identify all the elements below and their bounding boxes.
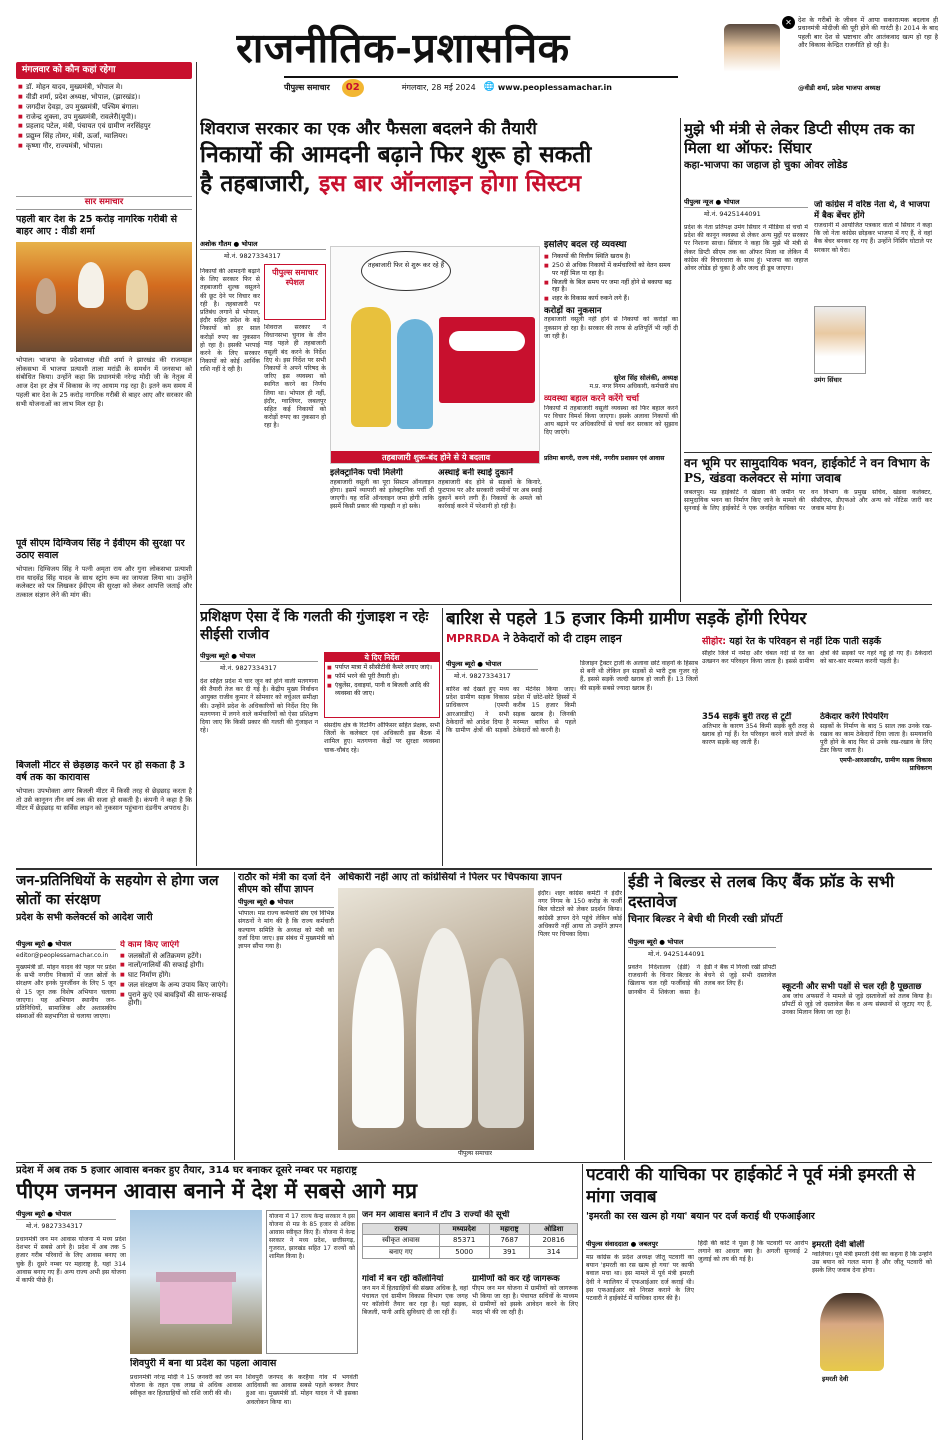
imarti-body-2: हिंदी की कोर्ट ने पूछा है कि पटवारी पर आरोप लगाने का आधार क्या है। अगली सुनवाई 2 जुलाई को तय की गई है। bbox=[698, 1240, 808, 1264]
awas-headline: पीएम जनमन आवास बनाने में देश में सबसे आगे मप्र bbox=[16, 1178, 418, 1203]
saar-2-headline: पूर्व सीएम दिग्विजय सिंह ने ईवीएम की सुरक्षा पर उठाए सवाल bbox=[16, 538, 185, 561]
lead-headline-2b: इस बार ऑनलाइन होगा सिस्टम bbox=[319, 170, 582, 197]
poster-body: इंदौर। शहर कांग्रेस कमेटी ने इंदौर नगर निगम के 150 करोड़ के फर्जी बिल घोटाले को लेकर प्रदर्शन किया। कांग्रेसी ज्ञापन देने पहुंचे लेकिन कोई अधिकारी नहीं आया तो उन्होंने ज्ञापन पिलर पर चिपका दिया। bbox=[538, 890, 622, 938]
issue-date: मंगलवार, 28 मई 2024 bbox=[401, 83, 476, 92]
saar-story-2 bbox=[16, 538, 192, 678]
saar-story-3 bbox=[16, 760, 192, 870]
saar-3-body: भोपाल। उपभोक्ता अगर बिजली मीटर में किसी तरह से छेड़छाड़ करता है तो उसे कानूनन तीन वर्ष तक की सजा हो सकती है। कंपनी ने कहा है कि मीटर में छेड़छाड़ या सर्विस लाइन को नुकसान पहुंचाना दंडनीय अपराध है। bbox=[16, 787, 192, 813]
jal-list-head: ये काम किए जाएंगे bbox=[120, 940, 180, 950]
lead-sub2-head: अस्थाई बनी स्थाई दुकानें bbox=[438, 468, 513, 478]
ed-body-2: अब जांच अफसरों ने मामले से जुड़े दस्तावेजों को तलब किया है। प्रॉपर्टी से जुड़े जो दस्तावेज बैंक व अन्य संस्थानों से जुटाए गए हैं, उनका मिलान किया जा रहा है। bbox=[782, 993, 932, 1017]
ed-subhead: चिनार बिल्डर ने बेची थी गिरवी रखी प्रॉपर्टी bbox=[628, 914, 783, 925]
sehore-box bbox=[702, 636, 932, 866]
table-cell: 20816 bbox=[530, 1235, 578, 1247]
poster-story bbox=[338, 872, 622, 1160]
training-byline bbox=[200, 652, 318, 662]
loss-body: तहबाजारी वसूली नहीं होने से निकायों को करोड़ों का नुकसान हो रहा है। सरकार की तरफ से क्षतिपूर्ति भी नहीं दी जा रही है। bbox=[544, 316, 678, 340]
jal-headline: जन-प्रतिनिधियों के सहयोग से होगा जल स्रोतों का संरक्षण bbox=[16, 873, 219, 908]
roads-mobile: मो.नं. 9827334317 bbox=[454, 672, 511, 680]
jal-list-box bbox=[120, 940, 232, 1158]
jal-list-item: ■ नालों/नालियों की सफाई होगी। bbox=[120, 961, 232, 970]
roads-body: बारिश को देखते हुए मध्य प्रदेश ग्रामीण सड़क विकास प्राधिकरण (एमपी आरआरडीए) ने सभी ठेकेदारों को आदेश दिया है कि ग्रामीण क्षेत्रों की सड़कों का मेंटेनेंस किया जाए। प्रदेश में छोटे-छोटे हिस्सों में करीब 15 हजार किमी सड़क खराब है। जिनकी मरम्मत बारिश से पहले ठेकेदारों को करनी है। bbox=[446, 686, 576, 734]
sehore-354-head: 354 सड़कें बुरी तरह से टूटीं bbox=[702, 712, 792, 722]
saar-story-1 bbox=[16, 214, 192, 484]
saar-1-headline: पहली बार देश के 25 करोड़ नागरिक गरीबी से बाहर आए : वीडी शर्मा bbox=[16, 214, 178, 237]
rathore-byline bbox=[238, 898, 334, 908]
singhar-photo bbox=[814, 306, 866, 374]
singhar-side bbox=[814, 200, 932, 444]
lead-sub2-body: तहबाजारी बंद होने से सड़कों के किनारे, फुटपाथ पर और सरकारी जमीनों पर अब स्थाई दुकानें बनने लगी हैं। निकायों के अमले को कार्रवाई करने में परेशानी हो रही है। bbox=[438, 478, 542, 511]
roads-subhead-a: MPRRDA bbox=[446, 632, 500, 645]
awas-byline bbox=[16, 1210, 116, 1220]
lead-sub-1 bbox=[330, 468, 434, 602]
quote-role: म.प्र. नगर निगम अधिकारी, कर्मचारी संघ bbox=[589, 382, 678, 390]
lead-headline-2a: है तहबाजारी, bbox=[200, 170, 320, 197]
awas-kicker: प्रदेश में अब तक 5 हजार आवास बनकर हुए तैयार, 314 घर बनाकर दूसरे नम्बर पर महाराष्ट्र bbox=[16, 1165, 357, 1176]
quote-name: सुरेश सिंह सोलंकी, अध्यक्ष bbox=[613, 374, 678, 383]
lead-kicker: शिवराज सरकार का एक और फैसला बदलने की तैयारी bbox=[200, 119, 537, 139]
quote-author: @वीडी शर्मा, प्रदेश भाजपा अध्यक्ष bbox=[798, 84, 881, 92]
training-directive: ■ एंबुलेंस, दवाइयां, पानी व बिजली आदि की व्यवस्था की जाए। bbox=[327, 682, 437, 698]
table-row bbox=[363, 1235, 578, 1247]
section-title: राजनीतिक-प्रशासनिक bbox=[236, 24, 570, 72]
lead-sub1-body: तहबाजारी वसूली का पूरा सिस्टम ऑनलाइन होगा। इसमें व्यापारी को इलेक्ट्रानिक पर्ची दी जाएगी। यह राशि ऑनलाइन जमा होगी ताकि इसमें किसी प्रकार की गड़बड़ी न हो सके। bbox=[330, 478, 434, 511]
cartoon-speech-bubble: तहबाजारी फिर से शुरू कर रहे हैं bbox=[361, 251, 451, 291]
table-header-cell: ओडिशा bbox=[530, 1223, 578, 1235]
roads-headline: बारिश से पहले 15 हजार किमी ग्रामीण सड़कें होंगी रिपेयर bbox=[446, 609, 807, 629]
schedule-list bbox=[16, 79, 192, 154]
table-cell: 7687 bbox=[489, 1235, 530, 1247]
ed-mobile: मो.नं. 9425144091 bbox=[648, 950, 705, 958]
lead-side-item: ■ निकायों की वित्तीय स्थिति खराब है। bbox=[544, 253, 678, 261]
awas-c3: प्रधानमंत्री नरेन्द्र मोदी ने 15 जनवरी को जन मन योजना के तहत एक लाख से अधिक आवास स्वीकृत कर हितग्राहियों को राशि जारी की थी। bbox=[130, 1374, 242, 1398]
training-list bbox=[325, 662, 439, 699]
lead-side-item: ■ शहर के विकास कार्य रुकने लगे हैं। bbox=[544, 295, 678, 303]
lead-col-1: निकायों की आमदनी बढ़ाने के लिए सरकार फिर से तहबाजारी शुल्क वसूलने की छूट देने पर विचार कर रही है। तहबाजारी पर प्रतिबंध लगाने से भोपाल, इंदौर सहित प्रदेश के बड़े निकायों को हर साल करोड़ों रुपए का नुकसान हो रहा है। इसकी भरपाई करने के लिए सरकार निकायों को कोई आर्थिक राशि नहीं दे रही है। bbox=[200, 268, 260, 374]
schedule-item: ■ राजेन्द्र शुक्ला, उप मुख्यमंत्री, रावलेरी(यूपी)। bbox=[18, 113, 190, 122]
table-cell: स्वीकृत आवास bbox=[363, 1235, 440, 1247]
saar-header: सार समाचार bbox=[16, 196, 192, 210]
training-directives-box bbox=[324, 652, 440, 718]
jal-byline bbox=[16, 940, 116, 950]
quote-text: देश के गरीबों के जीवन में आया सकारात्मक बदलाव ही प्रधानमंत्री मोदीजी की पूरी होने की गारंटी है। 2014 के बाद पहली बार देश से भ्रष्टाचार और आतंकवाद खत्म हो रहा है और विकास केन्द्रित राजनीति हो रही है। bbox=[798, 16, 938, 50]
ed-body: प्रवर्तन निदेशालय (ईडी) ने राजधानी के चिनार बिल्डर के खिलाफ चल रही फर्जीवाड़े की छानबीन में शिकंजा कसा है। ईडी ने बैंक में गिरवी रखी प्रॉपर्टी बेचने से जुड़े सभी दस्तावेज तलब कर लिए हैं। bbox=[628, 964, 776, 996]
table-row bbox=[363, 1247, 578, 1259]
rathore-body: भोपाल। मप्र राज्य कर्मचारी संघ एवं विभिन्न संगठनों ने मांग की है कि राज्य कर्मचारी कल्याण समिति के अध्यक्ष को मंत्री का दर्जा दिया जाए। इस संबंध में मुख्यमंत्री को ज्ञापन सौंपा गया है। bbox=[238, 910, 334, 950]
awas-house-photo bbox=[130, 1210, 262, 1354]
jal-byline-text: पीपुल्स ब्यूरो ● भोपाल bbox=[16, 940, 72, 948]
sehore-tk-sign: एमपी-आरआरडीए, ग्रामीण सड़क विकास प्राधिकरण bbox=[839, 757, 932, 773]
roads-body-2: डिजाइन ट्रैक्टर ट्राली के अलावा छोटे वाहनों के हिसाब से बनी थी लेकिन इन सड़कों से भारी ट्रक गुजर रहे हैं, इससे सड़कें जल्दी खराब हो जाती हैं। 13 जिलों की सड़कें सबसे ज्यादा खराब हैं। bbox=[580, 660, 698, 692]
table-header-cell: महाराष्ट्र bbox=[489, 1223, 530, 1235]
special-tag bbox=[264, 264, 326, 320]
jal-list bbox=[120, 952, 232, 1009]
sehore-contractor bbox=[820, 712, 932, 864]
awas-table-head bbox=[363, 1223, 578, 1235]
singhar-photo-caption: उमंग सिंघार bbox=[814, 376, 842, 384]
ed-headline: ईडी ने बिल्डर से तलब किए बैंक फ्रॉड के सभी दस्तावेज bbox=[628, 872, 895, 911]
sehore-head-b: यहां रेत के परिवहन से नहीं टिक पाती सड़कें bbox=[729, 636, 882, 647]
jal-list-item: ■ जलस्रोतों से अतिक्रमण हटेंगे। bbox=[120, 952, 232, 961]
rally-photo bbox=[16, 242, 192, 352]
lead-sub-2 bbox=[438, 468, 542, 602]
sehore-354-body: अतिभार के कारण 354 किमी सड़कें बुरी तरह से खराब हो गई हैं। रेत परिवहन करने वाले डंपरों के कारण सड़कें बह जाती हैं। bbox=[702, 722, 814, 746]
table-header-cell: मध्यप्रदेश bbox=[439, 1223, 489, 1235]
imarti-quote bbox=[812, 1240, 932, 1440]
sehore-body: सीहोर जिले में नर्मदा और चंबल नदी से रेत का उत्खनन कर परिवहन किया जाता है। इससे ग्रामीण क्षेत्रों की सड़कों पर गहरे गड्ढे हो गए हैं। ठेकेदारों को बार-बार मरम्मत करनी पड़ती है। bbox=[702, 649, 932, 666]
protest-photo bbox=[338, 888, 534, 1150]
globe-icon: 🌐 bbox=[483, 82, 495, 93]
imarti-story bbox=[586, 1164, 932, 1440]
training-mobile: मो.नं. 9827334317 bbox=[220, 664, 277, 672]
awas-table-body bbox=[363, 1235, 578, 1259]
sehore-tk-body: सड़कों के निर्माण के बाद 5 साल तक उनके रख-रखाव का काम ठेकेदारों दिया जाता है। समयावधि पूरी होने के बाद फिर से उनके रख-रखाव के लिए टेंडर किया जाता है। bbox=[820, 722, 932, 755]
van-headline: वन भूमि पर सामुदायिक भवन, हाईकोर्ट ने वन विभाग के PS, खंडवा कलेक्टर से मांगा जवाब bbox=[684, 456, 930, 485]
schedule-item: ■ जगदीश देवड़ा, उप मुख्यमंत्री, पश्चिम बंगाल। bbox=[18, 103, 190, 112]
saar-3-headline: बिजली मीटर से छेड़छाड़ करने पर हो सकता है 3 वर्ष तक का कारावास bbox=[16, 760, 186, 783]
singhar-subhead: कहा-भाजपा का जहाज हो चुका ओवर लोडेड bbox=[684, 160, 848, 171]
van-story bbox=[684, 456, 932, 602]
imarti-photo-caption: इमरती देवी bbox=[822, 1374, 849, 1383]
cartoon-caption: तहबाजारी शुरू-बंद होने से ये बदलाव bbox=[331, 451, 540, 464]
awas-table-title: जन मन आवास बनाने में टॉप 3 राज्यों की सूची bbox=[362, 1210, 510, 1220]
imarti-quote-body: ग्वालियर। पूर्व मंत्री इमरती देवी का कहना है कि उन्होंने उस बयान को गलत माना है और जीतू पटवारी को इसके लिए जवाब देना होगा। bbox=[812, 1250, 932, 1274]
top-quote bbox=[690, 14, 940, 96]
lead-sidebar bbox=[544, 240, 678, 600]
lead-byline bbox=[200, 240, 326, 250]
lead-side-item: ■ बिजली के बिल समय पर जमा नहीं होने से बकाया बढ़ रहा है। bbox=[544, 279, 678, 295]
saar-1-body: भोपाल। भाजपा के प्रदेशाध्यक्ष वीडी शर्मा ने झारखंड की राजमहल लोकसभा में भाजपा प्रत्याशी ताला मरांडी के समर्थन में जनसभा को संबोधित किया। उन्होंने कहा कि प्रधानमंत्री नरेन्द्र मोदी जी के नेतृत्व में आज देश हर क्षेत्र में विकास के नए आयाम गढ़ रहा है। इतने कम समय में पहली बार देश के 25 करोड़ नागरिक गरीबी से बाहर आए और सरकार की सभी योजनाओं का लाभ मिल रहा है। bbox=[16, 356, 192, 408]
jal-body: मुख्यमंत्री डॉ. मोहन यादव की पहल पर प्रदेश के सभी नगरीय निकायों में जल स्रोतों के संरक्षण और इनके पुनर्जीवन के लिए 5 जून से 15 जून तक विशेष अभियान चलाया जाएगा। यह अभियान स्थानीय जन-प्रतिनिधियों, सामाजिक और अशासकीय संस्थाओं की सहभागिता से चलाया जाएगा। bbox=[16, 964, 116, 1021]
awas-body: प्रधानमंत्री जन मन आवास योजना में मध्य प्रदेश देशभर में सबसे आगे है। प्रदेश में अब तक 5 हजार गरीब परिवारों के लिए आवास बनाए जा चुके हैं। दूसरे नम्बर पर महाराष्ट्र है, यहां 314 आवास बनाए गए हैं। अन्य राज्य अभी इस योजना में काफी पीछे हैं। bbox=[16, 1236, 126, 1284]
rathore-byline-text: पीपुल्स ब्यूरो ● भोपाल bbox=[238, 898, 294, 906]
sehore-headline bbox=[702, 636, 932, 648]
schedule-box bbox=[16, 62, 192, 192]
training-story bbox=[200, 608, 440, 866]
q2-name: प्रतिमा बागरी, राज्य मंत्री, नगरीय प्रशासन एवं आवास bbox=[544, 454, 665, 462]
q2-head: व्यवस्था बहाल करने करेंगे चर्चा bbox=[544, 394, 640, 405]
awas-c1-body: जन मन में हितग्राहियों की संख्या अधिक है, वहां पंचायत एवं ग्रामीण विकास विभाग एक जगह पर कॉलोनी तैयार कर रहा है। यहां सड़क, बिजली, पानी आदि सुविधाएं दी जा रही हैं। bbox=[362, 1284, 468, 1317]
awas-table bbox=[362, 1223, 578, 1259]
lead-side-item: ■ 250 से अधिक निकायों में कर्मचारियों को वेतन समय पर नहीं मिल पा रहा है। bbox=[544, 262, 678, 278]
ed-story bbox=[628, 872, 932, 1160]
training-directive: ■ फॉर्म भरने की पूरी तैयारी हो। bbox=[327, 673, 437, 681]
rathore-headline: राठौर को मंत्री का दर्जा देने सीएम को सौंपा ज्ञापन bbox=[238, 872, 331, 895]
awas-box-text: योजना में 17 राज्य केन्द्र सरकार ने इस योजना से मप्र के 85 हजार से अधिक आवास स्वीकृत किए हैं। योजना में केन्द्र सरकार ने मध्य प्रदेश, छत्तीसगढ़, गुजरात, झारखंड सहित 17 राज्यों को शामिल किया है। bbox=[269, 1213, 355, 1260]
loss-head: करोड़ों का नुकसान bbox=[544, 305, 602, 316]
lead-byline-text: अशोक गौतम ● भोपाल bbox=[200, 240, 258, 248]
special-tag-text: पीपुल्स समाचार स्पेशल bbox=[272, 268, 318, 287]
training-body-2: संसदीय क्षेत्र के रिटर्निंग ऑफिसर सहित प्रेक्षक, सभी जिलों के कलेक्टर एवं अधिकारी इस बैठक में शामिल हुए। मतगणना केंद्रों पर सुरक्षा व्यवस्था चाक-चौबंद रहे। bbox=[324, 722, 440, 754]
website-link[interactable]: www.peoplessamachar.in bbox=[497, 83, 612, 92]
van-body: जबलपुर। मप्र हाईकोर्ट ने खंडवा की जमीन पर सामुदायिक भवन का निर्माण किए जाने के मामले की सुनवाई के लिए हाईकोर्ट ने एक जनहित याचिका पर वन विभाग के प्रमुख सचिव, खंडवा कलेक्टर, सीसीएफ, डीएफओ और अन्य को नोटिस जारी कर जवाब मांगा है। bbox=[684, 489, 932, 513]
training-directive: ■ पर्याप्त मात्रा में सीसीटीवी कैमरे लगाए जाएं। bbox=[327, 664, 437, 672]
schedule-header: मंगलवार को कौन कहां रहेगा bbox=[16, 62, 192, 79]
awas-c2 bbox=[472, 1274, 578, 1440]
table-header-cell: राज्य bbox=[363, 1223, 440, 1235]
imarti-byline-text: पीपुल्स संवाददाता ● जबलपुर bbox=[586, 1240, 658, 1248]
awas-byline-text: पीपुल्स ब्यूरो ● भोपाल bbox=[16, 1210, 72, 1218]
singhar-mobile: मो.नं. 9425144091 bbox=[704, 210, 761, 218]
x-logo-icon: ✕ bbox=[782, 16, 795, 29]
rathore-story bbox=[238, 872, 334, 1160]
cartoon-figure-2 bbox=[397, 319, 433, 429]
awas-c2-body: पीएम जन मन योजना में ग्रामीणों को जागरूक भी किया जा रहा है। पंचायत सचिवों के माध्यम से ग्रामीणों को इसके आवेदन करने के लिए मदद भी की जा रही है। bbox=[472, 1284, 578, 1317]
singhar-side-head: जो कांग्रेस में वरिष्ठ नेता थे, वे भाजपा में बैक बेंचर होंगे bbox=[814, 200, 930, 221]
singhar-headline: मुझे भी मंत्री से लेकर डिप्टी सीएम तक का मिला था ऑफर: सिंघार bbox=[684, 120, 915, 157]
jal-story bbox=[16, 872, 232, 1160]
paper-name: पीपुल्स समाचार bbox=[284, 83, 330, 92]
singhar-body: प्रदेश के नेता प्रतिपक्ष उमंग सिंघार ने मीडिया से चर्चा में प्रदेश की कानून व्यवस्था से लेकर अन्य मुद्दों पर सरकार पर निशाना साधा। सिंघार ने कहा कि मुझे भी मंत्री से लेकर डिप्टी सीएम तक का ऑफर मिला था लेकिन मैं कांग्रेस की विचारधारा के साथ हूं। भाजपा का जहाज ओवर लोडेड हो चुका है और जल्द ही डूब जाएगा। bbox=[684, 224, 808, 272]
poster-headline: अधिकारी नहीं आए तो कांग्रेसियों ने पिलर पर चिपकाया ज्ञापन bbox=[338, 872, 562, 883]
schedule-item: ■ कृष्णा गौर, राज्यमंत्री, भोपाल। bbox=[18, 142, 190, 151]
ed-sub2: स्कूटनी और सभी पक्षों से चल रही है पूछताछ bbox=[782, 982, 922, 992]
page-number: 02 bbox=[342, 79, 364, 97]
training-box-head: ये दिए निर्देश bbox=[325, 653, 439, 662]
imarti-quote-head: इमरती देवी बोलीं bbox=[812, 1240, 865, 1250]
lead-headline-1: निकायों की आमदनी बढ़ाने फिर शुरू हो सकती bbox=[200, 141, 592, 168]
awas-table-box bbox=[362, 1210, 578, 1270]
singhar-side-body: राजधानी में आयोजित पत्रकार वार्ता में सिंघार ने कहा कि जो नेता कांग्रेस छोड़कर भाजपा में गए हैं, वे वहां बैक बेंचर बनकर रह गए हैं। उन्होंने निर्सिंग घोटाले पर सरकार को घेरा। bbox=[814, 222, 932, 254]
ed-byline-text: पीपुल्स ब्यूरो ● भोपाल bbox=[628, 938, 684, 946]
schedule-item: ■ डॉ. मोहन यादव, मुख्यमंत्री, भोपाल मे। bbox=[18, 83, 190, 92]
awas-c4: शिवपुरी जनपद के करहैया गांव में भगवंती आदिवासी का आवास सबसे पहले बनकर तैयार हुआ था। मुख्यमंत्री डॉ. मोहन यादव ने भी इसका अवलोकन किया था। bbox=[246, 1374, 358, 1406]
sehore-tk-head: ठेकेदार करेंगे रिपेयरिंग bbox=[820, 712, 889, 722]
training-headline: प्रशिक्षण ऐसा दें कि गलती की गुंजाइश न रहेः सीईसी राजीव bbox=[200, 609, 429, 643]
roads-story bbox=[446, 608, 932, 866]
jal-list-item: ■ पुराने कुएं एवं बावड़ियों की साफ-सफाई होगी। bbox=[120, 991, 232, 1009]
lead-story bbox=[200, 118, 678, 602]
vd-sharma-photo bbox=[724, 24, 780, 92]
table-cell: बनाए गए bbox=[363, 1247, 440, 1259]
imarti-subhead: 'इमरती का रस खत्म हो गया' बयान पर दर्ज कराई थी एफआईआर bbox=[586, 1211, 815, 1222]
awas-box bbox=[266, 1210, 358, 1354]
awas-c1-head: गांवों में बन रही कॉलोनियां bbox=[362, 1274, 444, 1284]
singhar-byline-text: पीपुल्स न्यूज ● भोपाल bbox=[684, 198, 740, 206]
training-body: देश सहित प्रदेश में चार जून को होने वाली मतगणना की तैयारी तेज कर दी गई है। केंद्रीय मुख्य निर्वाचन आयुक्त राजीव कुमार ने सोमवार को वर्चुअल समीक्षा की। उन्होंने प्रदेश के अधिकारियों को निर्देश दिए कि मतगणना में लगने वाले कर्मचारियों को ऐसा प्रशिक्षण दिया जाए कि किसी प्रकार की गलती की गुंजाइश न रहे। bbox=[200, 678, 318, 735]
schedule-item: ■ प्रद्युम्न सिंह तोमर, मंत्री, ऊर्जा, ग्वालियर। bbox=[18, 132, 190, 141]
imarti-byline bbox=[586, 1240, 694, 1250]
lead-side-head: इसलिए बदल रहे व्यवस्था bbox=[544, 240, 627, 250]
imarti-headline: पटवारी की याचिका पर हाईकोर्ट ने पूर्व मंत्री इमरती से मांगा जवाब bbox=[586, 1165, 916, 1207]
poster-credit: पीपुल्स समाचार bbox=[458, 1150, 493, 1157]
cartoon-cart bbox=[439, 317, 535, 403]
q2-body: निकायों में तहबाजारी वसूली व्यवस्था को फिर बहाल करने पर विचार विमर्श किया जाएगा। इसके अलावा निकायों की आय बढ़ाने पर अधिकारियों से चर्चा कर सरकार को सुझाव दिए जाएंगे। bbox=[544, 404, 678, 437]
sehore-354 bbox=[702, 712, 814, 864]
jal-list-item: ■ घाट निर्माण होंगे। bbox=[120, 971, 232, 980]
awas-c2-head: ग्रामीणों को कर रहे जागरूक bbox=[472, 1274, 560, 1284]
singhar-story bbox=[684, 120, 932, 450]
roads-byline-text: पीपुल्स ब्यूरो ● भोपाल bbox=[446, 660, 502, 668]
awas-story bbox=[16, 1164, 578, 1440]
ed-byline bbox=[628, 938, 776, 948]
training-byline-text: पीपुल्स ब्यूरो ● भोपाल bbox=[200, 652, 256, 660]
table-cell: 391 bbox=[489, 1247, 530, 1259]
lead-col-2: शिवराज सरकार ने विधानसभा चुनाव के तीन माह पहले ही तहबाजारी वसूली बंद करने के निर्देश दिए थे। इस निर्देश पर सभी निकायों ने अपने परिषद के जरिए इस व्यवस्था को स्थगित करने का निर्णय लिया था। भोपाल ही नहीं, इंदौर, ग्वालियर, जबलपुर सहित कई निकायों को करोड़ों रुपए का नुकसान हो रहा है। bbox=[264, 324, 326, 430]
table-cell: 85371 bbox=[439, 1235, 489, 1247]
awas-mobile: मो.नं. 9827334317 bbox=[26, 1222, 83, 1230]
sehore-head-a: सीहोर: bbox=[702, 636, 730, 647]
awas-photo-caption: शिवपुरी में बना था प्रदेश का पहला आवास bbox=[130, 1358, 360, 1372]
table-cell: 314 bbox=[530, 1247, 578, 1259]
lead-mobile: मो.नं. 9827334317 bbox=[224, 252, 281, 260]
imarti-photo bbox=[820, 1293, 884, 1371]
lead-sub1-head: इलेक्ट्रानिक पर्ची मिलेगी bbox=[330, 468, 403, 478]
jal-list-item: ■ जल संरक्षण के अन्य उपाय किए जाएंगे। bbox=[120, 981, 232, 990]
lead-headline-2 bbox=[200, 169, 678, 199]
jal-subhead: प्रदेश के सभी कलेक्टर्स को आदेश जारी bbox=[16, 912, 153, 923]
imarti-body: मप्र कांग्रेस के प्रदेश अध्यक्ष जीतू पटवारी का बयान 'इमरती का रस खत्म हो गया' पर काफी बवाल मचा था। इस मामले में पूर्व मंत्री इमरती देवी ने ग्वालियर में एफआईआर दर्ज कराई थी। इस एफआईआर को निरस्त कराने के लिए पटवारी ने हाईकोर्ट में याचिका दायर की है। bbox=[586, 1254, 694, 1302]
awas-c1 bbox=[362, 1274, 468, 1440]
jal-email[interactable]: editor@peoplessamachar.co.in bbox=[16, 952, 109, 959]
saar-2-body: भोपाल। दिग्विजय सिंह ने पत्नी अमृता राय और गुना लोकसभा प्रत्याशी राव यादवेंद्र सिंह यादव के साथ स्ट्रांग रूम का जायजा लिया था। उन्होंने कलेक्टर को पत्र लिखकर ईवीएम की सुरक्षा को लेकर आपत्ति जताई और तत्काल संज्ञान लेने की मांग की। bbox=[16, 565, 192, 600]
ed-side bbox=[782, 928, 932, 1158]
cartoon bbox=[330, 246, 540, 464]
schedule-item: ■ वीडी शर्मा, प्रदेश अध्यक्ष, भोपाल, (झारखंड)। bbox=[18, 93, 190, 102]
schedule-item: ■ प्रहलाद पटेल, मंत्री, पंचायत एवं ग्रामीण नरसिंहपुर bbox=[18, 122, 190, 131]
cartoon-figure-1 bbox=[351, 307, 391, 427]
singhar-byline bbox=[684, 198, 808, 208]
roads-subhead-b: ने ठेकेदारों को दी टाइम लाइन bbox=[499, 632, 622, 645]
lead-side-list bbox=[544, 253, 678, 303]
masthead bbox=[236, 24, 678, 104]
roads-byline bbox=[446, 660, 538, 670]
table-cell: 5000 bbox=[439, 1247, 489, 1259]
